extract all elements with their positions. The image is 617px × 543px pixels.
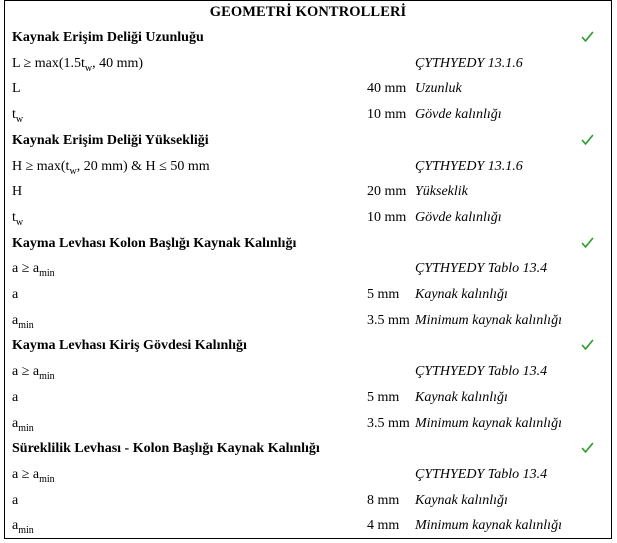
check-ok-icon (581, 442, 594, 454)
parameter (12, 81, 21, 97)
parameter-symbol: a (12, 287, 19, 302)
parameter-value: 5 mm (367, 389, 400, 405)
section-heading-row (12, 236, 604, 260)
formula-subscript: min (39, 371, 55, 383)
parameter-subscript: min (18, 422, 34, 434)
formula-row (12, 159, 604, 183)
formula-part-a: a ≥ a (12, 364, 40, 380)
parameter (12, 107, 24, 126)
parameter-description: Yükseklik (415, 184, 468, 200)
parameter-subscript: min (18, 525, 34, 537)
value-row (12, 390, 604, 414)
page-title: GEOMETRİ KONTROLLERİ (209, 4, 407, 20)
formula-part-b: , 40 mm) (92, 55, 144, 71)
parameter (12, 416, 34, 432)
formula (12, 56, 143, 72)
parameter-value: 3.5 mm (367, 312, 410, 328)
formula-subscript: min (39, 473, 55, 485)
parameter-description: Kaynak kalınlığı (415, 389, 508, 405)
check-ok-icon (581, 134, 594, 146)
parameter-description: Gövde kalınlığı (415, 107, 502, 123)
value-row (12, 287, 604, 311)
formula-part-a: a ≥ a (12, 466, 40, 482)
parameter-description: Uzunluk (415, 81, 462, 97)
parameter-subscript: min (18, 319, 34, 331)
value-row (12, 518, 604, 542)
parameter-symbol: a (12, 415, 19, 431)
parameter-value: 5 mm (367, 287, 400, 302)
parameter (12, 210, 23, 226)
formula-subscript: w (69, 165, 77, 177)
parameter-description: Minimum kaynak kalınlığı (415, 518, 562, 534)
parameter-symbol: a (12, 492, 19, 508)
parameter-symbol: a (12, 312, 19, 328)
formula-row (12, 364, 604, 388)
section-heading-row (12, 338, 604, 362)
parameter-value: 3.5 mm (367, 415, 410, 431)
value-row (12, 493, 604, 517)
parameter (12, 390, 18, 406)
section-heading: Kaynak Erişim Deliği Uzunluğu (12, 30, 204, 45)
parameter-description: Minimum kaynak kalınlığı (415, 415, 562, 431)
check-ok-icon (581, 339, 594, 351)
parameter (12, 313, 34, 329)
parameter-subscript: w (15, 216, 24, 228)
parameter-symbol: L (12, 81, 21, 97)
section-heading: Kayma Levhası Kiriş Gövdesi Kalınlığı (12, 338, 247, 354)
formula-part-a: L ≥ max(1.5t (12, 55, 85, 71)
parameter-description: Kaynak kalınlığı (415, 287, 508, 302)
formula-part-a: a ≥ a (12, 261, 40, 277)
formula-row (12, 467, 604, 491)
formula-part-a: H ≥ max(t (12, 158, 70, 174)
parameter-symbol: a (12, 389, 19, 405)
parameter-value: 40 mm (367, 81, 407, 97)
formula-subscript: min (39, 268, 55, 280)
section-heading-row (12, 441, 604, 465)
code-reference: ÇYTHYEDY 13.1.6 (415, 55, 523, 71)
parameter-value: 10 mm (367, 209, 407, 225)
parameter-value: 4 mm (367, 518, 400, 534)
section-heading: Kaynak Erişim Deliği Yüksekliği (12, 132, 209, 148)
value-row (12, 416, 604, 440)
parameter-description: Gövde kalınlığı (415, 209, 502, 225)
value-row (12, 210, 604, 234)
section-heading: Kayma Levhası Kolon Başlığı Kaynak Kalınlığı (12, 235, 297, 251)
formula-part-b: , 20 mm) & H ≤ 50 mm (76, 158, 210, 174)
parameter-description: Minimum kaynak kalınlığı (415, 312, 562, 328)
code-reference: ÇYTHYEDY Tablo 13.4 (415, 261, 548, 277)
parameter-value: 10 mm (367, 107, 407, 123)
section-heading: Süreklilik Levhası - Kolon Başlığı Kaynak Kalınlığı (12, 441, 320, 457)
value-row (12, 313, 604, 337)
formula (12, 364, 55, 383)
check-ok-icon (581, 31, 594, 43)
code-reference: ÇYTHYEDY Tablo 13.4 (415, 466, 548, 482)
parameter-symbol: t (12, 107, 16, 123)
check-ok-icon (581, 237, 594, 249)
section-heading-row (12, 30, 604, 54)
formula (12, 261, 55, 280)
formula-row (12, 261, 604, 285)
geometry-checks-panel (4, 0, 612, 539)
formula (12, 467, 55, 483)
parameter (12, 287, 18, 303)
section-heading-row (12, 133, 604, 157)
code-reference: ÇYTHYEDY 13.1.6 (415, 158, 523, 174)
formula (12, 159, 210, 175)
parameter (12, 493, 18, 509)
value-row (12, 184, 604, 208)
parameter-symbol: H (12, 184, 23, 200)
parameter-description: Kaynak kalınlığı (415, 492, 508, 508)
parameter-symbol: a (12, 518, 19, 534)
parameter-subscript: w (15, 114, 24, 126)
parameter-value: 8 mm (367, 492, 400, 508)
value-row (12, 107, 604, 131)
code-reference: ÇYTHYEDY Tablo 13.4 (415, 364, 548, 380)
parameter-value: 20 mm (367, 184, 407, 200)
parameter (12, 518, 34, 537)
formula-subscript: w (84, 62, 93, 74)
formula-row (12, 56, 604, 80)
value-row (12, 81, 604, 105)
parameter-symbol: t (12, 209, 16, 225)
parameter (12, 184, 22, 200)
